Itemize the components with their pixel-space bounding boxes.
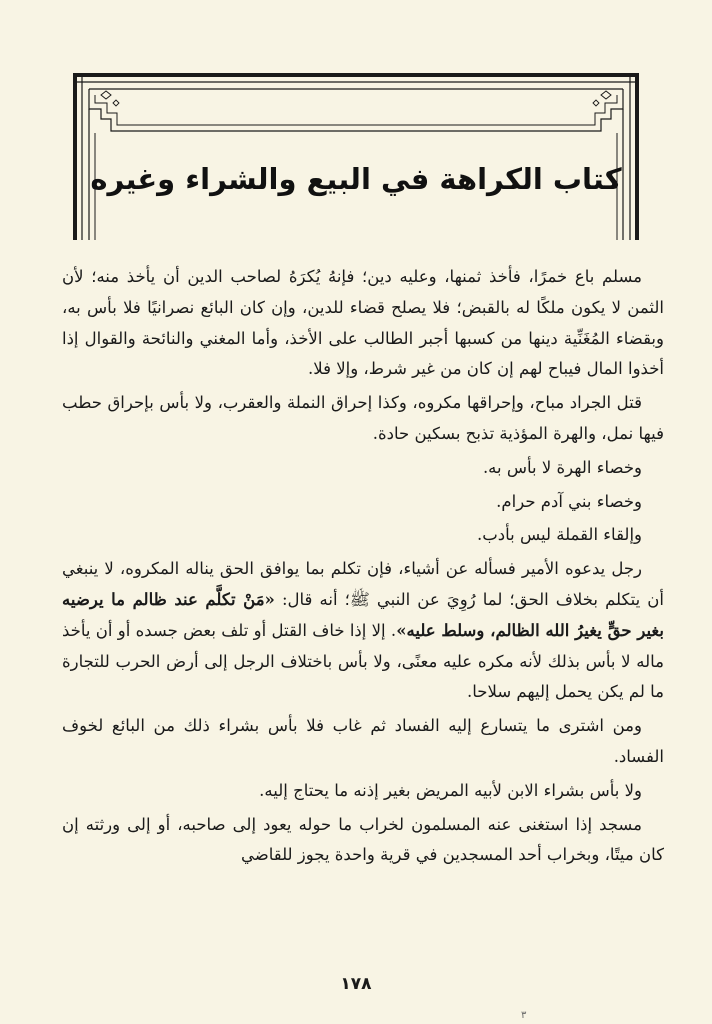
chapter-title: كتاب الكراهة في البيع والشراء وغيره bbox=[90, 162, 622, 196]
paragraph: وإلقاء القملة ليس بأدب. bbox=[476, 525, 642, 545]
page-number: ١٧٨ bbox=[340, 974, 372, 994]
paragraph: مسلم باع خمرًا، فأخذ ثمنها، وعليه دين؛ فإنهُ يُكرَهُ لصاحب الدين أن يأخذ منه؛ لأن الثمن لا يكون ملكًا له بالقبض؛ فلا يصلح قضاء للدين، وإن كان البائع نصرانيًا فلا بأس به، وبقضاء المُغَنِّية دينها من كسبها أجبر الطالب على الأخذ، وأما المغني والنائحة والقوال إذا أخذوا المال فيباح لهم إن كان من غير شرط، وإلا فلا. bbox=[62, 267, 664, 379]
body-text bbox=[62, 262, 664, 874]
paragraph: ومن اشترى ما يتسارع إليه الفساد ثم غاب فلا بأس بشراء ذلك من البائع لخوف الفساد. bbox=[62, 716, 664, 766]
paragraph: قتل الجراد مباح، وإحراقها مكروه، وكذا إحراق النملة والعقرب، ولا بأس بإحراق حطب فيها نمل، والهرة المؤذية تذبح بسكين حادة. bbox=[62, 393, 664, 443]
hadith-quote: «مَنْ تكلَّم عند ظالم ما يرضيه بغير حقٍّ يغيرُ الله الظالم، وسلط عليه» bbox=[62, 589, 664, 640]
paragraph: ولا بأس بشراء الابن لأبيه المريض بغير إذنه ما يحتاج إليه. bbox=[259, 780, 642, 800]
paragraph: وخصاء بني آدم حرام. bbox=[496, 491, 642, 511]
paragraph-with-hadith bbox=[62, 554, 664, 708]
paragraph: مسجد إذا استغنى عنه المسلمون لخراب ما حوله يعود إلى صاحبه، أو إلى ورثته إن كان ميتًا، وبخراب أحد المسجدين في قرية واحدة يجوز للقاضي bbox=[62, 814, 664, 865]
paragraph: وخصاء الهرة لا بأس به. bbox=[482, 457, 642, 477]
paragraph-text: . إلا إذا خاف القتل أو تلف بعض جسده أو أن يأخذ ماله لا بأس بذلك لأنه مكره عليه معنًى، ولا بأس باختلاف الرجل إلى أرض الحرب للتجارة ما لم يكن يحمل إليهم سلاحا. bbox=[62, 620, 664, 702]
paragraph-text: رجل يدعوه الأمير فسأله عن أشياء، فإن تكلم بما يوافق الحق يناله المكروه، لا ينبغي أن يتكلم بخلاف الحق؛ لما رُوِيَ عن النبي ﷺ؛ أنه قال: bbox=[62, 559, 664, 609]
corner-mark: ٣ bbox=[521, 1010, 527, 1021]
